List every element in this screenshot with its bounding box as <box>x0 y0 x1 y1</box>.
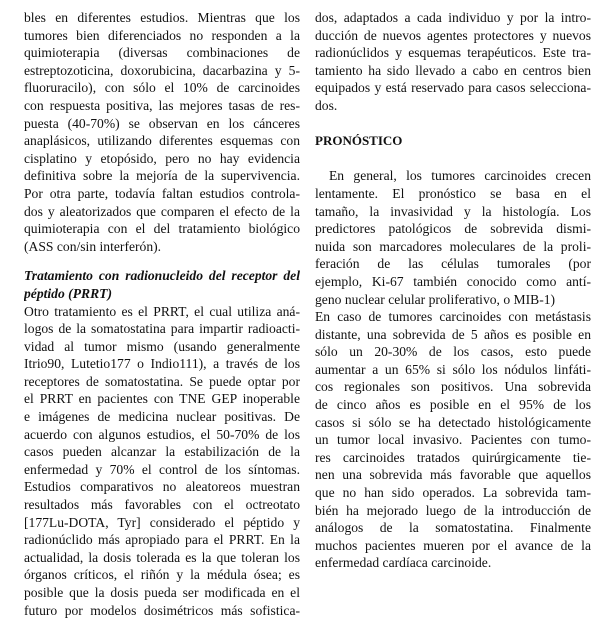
paragraph-prognosis <box>315 167 591 308</box>
text-line: muchos pacientes mueren por el avance de la <box>315 537 591 555</box>
text-line: quimioterapia (diversas combinaciones de <box>24 44 300 62</box>
text-line: geno nuclear celular proliferativo, o MIB-1) <box>315 291 591 309</box>
text-line: casos pueden alcanzar la estabilización de la <box>24 443 300 461</box>
subheading-prrt <box>24 267 300 302</box>
paragraph-survival <box>315 308 591 572</box>
spacer <box>24 255 300 267</box>
text-line: receptores de somatostatina. Se puede optar por <box>24 373 300 391</box>
text-line: quimioterapia con el del tratamiento biológico <box>24 220 300 238</box>
text-line: lentamente. El pronóstico se basa en el <box>315 185 591 203</box>
left-column <box>24 9 300 619</box>
text-line: actualidad, la dosis tolerada es la que toleran los <box>24 549 300 567</box>
spacer <box>315 150 591 168</box>
text-line: tamiento ha sido llevado a cabo en centros bien <box>315 62 591 80</box>
text-line: dos y aleatorizados que comparen el efecto de la <box>24 203 300 221</box>
text-line: de cinco años es posible en el 95% de los <box>315 396 591 414</box>
text-line: dos. <box>315 97 591 115</box>
text-line: enfermedad y 70% el control de los síntomas. <box>24 461 300 479</box>
text-line: el PRRT en pacientes con TNE GEP inoperable <box>24 390 300 408</box>
text-line: [177Lu-DOTA, Tyr] considerado el péptido y <box>24 514 300 532</box>
text-line: predictores patológicos de sobrevida dismi- <box>315 220 591 238</box>
text-line: definitiva sobre la mejoría de la supervivencia. <box>24 167 300 185</box>
text-line: dos, adaptados a cada individuo y por la intro- <box>315 9 591 27</box>
text-line: ducción de nuevos agentes protectores y nuevos <box>315 27 591 45</box>
text-line: con respuesta positiva, las mejores tasas de res- <box>24 97 300 115</box>
text-line: Itrio90, Lutetio177 o Indio111), a través de los <box>24 355 300 373</box>
text-line: ejemplo, Ki-67 también conocido como antí- <box>315 273 591 291</box>
paragraph-chemotherapy <box>24 9 300 255</box>
subheading-line: Tratamiento con radionucleido del receptor del <box>24 267 300 285</box>
text-line: puesta (40-70%) se observan en los cánceres <box>24 115 300 133</box>
text-line: análogos de la somatostatina. Finalmente <box>315 519 591 537</box>
text-line: res carcinoides tratados quirúrgicamente tie- <box>315 449 591 467</box>
text-line: radionúclido más apropiado para el PRRT. En la <box>24 531 300 549</box>
text-line: tumores bien diferenciados no responden a la <box>24 27 300 45</box>
text-line: vidad al tumor mismo (usando generalmente <box>24 338 300 356</box>
spacer <box>315 115 591 133</box>
text-line: En caso de tumores carcinoides con metástasis <box>315 308 591 326</box>
text-line: un tumor local invasivo. Pacientes con tumo- <box>315 431 591 449</box>
text-line: enfermedad cardíaca carcinoide. <box>315 554 591 572</box>
text-line: resultados más favorables con el octreotato <box>24 496 300 514</box>
text-line: Otro tratamiento es el PRRT, el cual utiliza aná- <box>24 303 300 321</box>
text-line: bles en diferentes estudios. Mientras que los <box>24 9 300 27</box>
text-line: distante, una sobrevida de 5 años es posible en <box>315 326 591 344</box>
text-line: estreptozoticina, doxorubicina, dacarbazina y 5- <box>24 62 300 80</box>
text-line: nuida son marcadores moleculares de la proli- <box>315 238 591 256</box>
text-line: e imágenes de medicina nuclear positivas. De <box>24 408 300 426</box>
subheading-line: péptido (PRRT) <box>24 285 300 303</box>
paragraph-prrt <box>24 303 300 619</box>
text-line: logos de la somatostatina para impartir radioacti- <box>24 320 300 338</box>
right-column <box>315 9 591 572</box>
text-line: futuro por modelos dosimétricos más sofistica- <box>24 602 300 619</box>
text-line: equipados y está reservado para casos selecciona- <box>315 79 591 97</box>
text-line: nen una sobrevida más favorable que aquellos <box>315 466 591 484</box>
text-line: bién ha mejorado luego de la introducción de <box>315 502 591 520</box>
text-line: órganos críticos, el riñón y la médula ósea; es <box>24 566 300 584</box>
text-line: radionúclidos y esquemas terapéuticos. Este tra- <box>315 44 591 62</box>
text-line: feración de las células tumorales (por <box>315 255 591 273</box>
text-line: Estudios comparativos no aleatoreos muestran <box>24 478 300 496</box>
text-line: anaplásicos, utilizando diferentes esquemas con <box>24 132 300 150</box>
text-line: cos regionales son positivos. Una sobrevida <box>315 378 591 396</box>
text-line: tamaño, la invasividad y la histología. Los <box>315 203 591 221</box>
text-line: En general, los tumores carcinoides crecen <box>315 167 591 185</box>
section-heading-pronostico: PRONÓSTICO <box>315 132 591 150</box>
text-line: sólo un 20-30% de los casos, esto puede <box>315 343 591 361</box>
text-line: acuerdo con algunos estudios, el 50-70% de los <box>24 426 300 444</box>
paragraph-prrt-continued <box>315 9 591 115</box>
text-line: que no han sido operados. La sobrevida tam- <box>315 484 591 502</box>
text-line: aumentar a un 65% si sólo los nódulos linfáti- <box>315 361 591 379</box>
text-line: Por otra parte, todavía faltan estudios controla- <box>24 185 300 203</box>
text-line: posible que la dosis pueda ser modificada en el <box>24 584 300 602</box>
text-line: (ASS con/sin interferón). <box>24 238 300 256</box>
text-line: casos si sólo se ha detectado histológicamente <box>315 414 591 432</box>
text-line: fluoruracilo), con sólo el 10% de carcinoides <box>24 79 300 97</box>
text-line: cisplatino y etopósido, pero no hay evidencia <box>24 150 300 168</box>
